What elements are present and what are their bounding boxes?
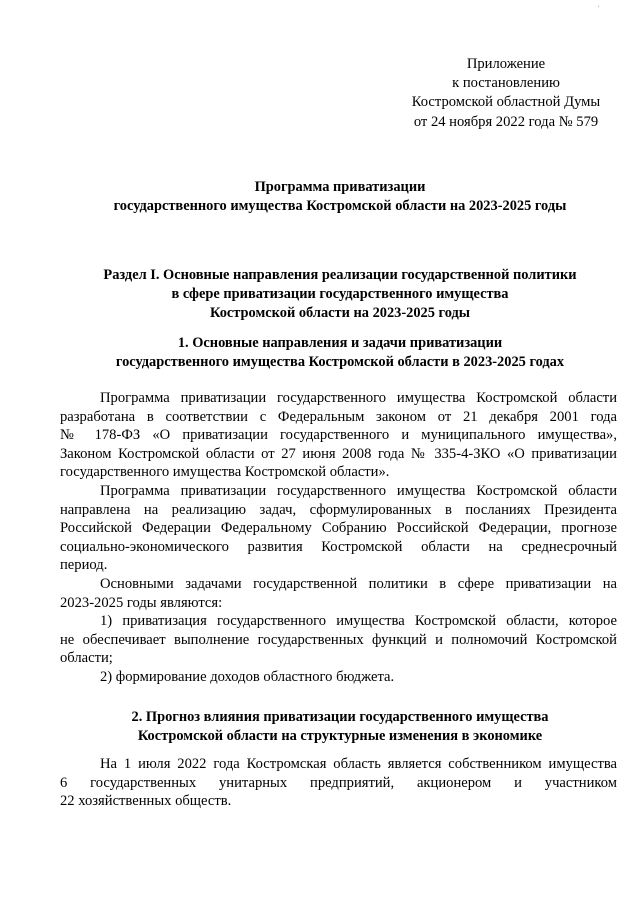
text-line: 2023-2025 годы являются: — [60, 594, 223, 611]
text-line: 6 государственных унитарных предприятий, акционером и участником — [60, 774, 617, 791]
text-line: период. — [60, 557, 108, 574]
subsection-heading-line: Костромской области на структурные изменения в экономике — [137, 728, 543, 744]
body-text-section-2 — [60, 755, 617, 811]
text-line: Программа приватизации государственного имущества Костромской области — [100, 390, 617, 406]
appendix-line: от 24 ноября 2022 года № 579 — [413, 113, 599, 130]
text-line: Законом Костромской области от 27 июня 2008 года № 335-4-ЗКО «О приватизации — [60, 445, 617, 462]
section-heading-line: в сфере приватизации государственного имущества — [171, 286, 509, 302]
text-line: 1) приватизация государственного имущества Костромской области, которое — [100, 613, 617, 630]
paragraph-4 — [60, 612, 617, 668]
corner-mark: ' — [598, 4, 600, 13]
text-line: Программа приватизации государственного имущества Костромской области — [100, 482, 617, 499]
text-line: области; — [60, 650, 113, 667]
subsection-1-heading — [60, 334, 620, 372]
appendix-line: Приложение — [466, 56, 546, 72]
appendix-line: к постановлению — [452, 75, 560, 92]
title-line: государственного имущества Костромской области на 2023-2025 годы — [113, 198, 567, 214]
text-line: государственного имущества Костромской области». — [60, 464, 390, 481]
text-line: Основными задачами государственной политики в сфере приватизации на — [100, 575, 617, 592]
text-line: Российской Федерации Федеральному Собранию Российской Федерации, прогнозе — [60, 520, 617, 537]
text-line: 2) формирование доходов областного бюджета. — [100, 668, 395, 685]
text-line: не обеспечивает выполнение государственных функций и полномочий Костромской — [60, 631, 617, 648]
text-line: № 178-ФЗ «О приватизации государственного и муниципального имущества», — [60, 427, 617, 444]
document-title — [60, 178, 620, 216]
section-heading-line: Костромской области на 2023-2025 годы — [210, 305, 470, 321]
paragraph-6 — [60, 755, 617, 811]
text-line: социально-экономического развития Костромской области на среднесрочный — [60, 538, 617, 555]
section-1-heading — [60, 266, 620, 323]
text-line: 22 хозяйственных обществ. — [60, 793, 232, 810]
body-text-section-1 — [60, 389, 617, 687]
text-line: направлена на реализацию задач, сформулированных в посланиях Президента — [60, 501, 617, 518]
appendix-note — [398, 55, 614, 132]
subsection-heading-line: 1. Основные направления и задачи приватизации — [177, 335, 503, 351]
subsection-heading-line: 2. Прогноз влияния приватизации государственного имущества — [131, 709, 549, 725]
paragraph-5 — [60, 668, 617, 687]
subsection-2-heading — [60, 708, 620, 746]
appendix-line: Костромской областной Думы — [411, 94, 601, 111]
section-heading-line: Раздел I. Основные направления реализации государственной политики — [103, 267, 577, 283]
subsection-heading-line: государственного имущества Костромской области в 2023-2025 годах — [115, 354, 565, 370]
title-line: Программа приватизации — [254, 179, 426, 195]
text-line: разработана в соответствии с Федеральным законом от 21 декабря 2001 года — [60, 408, 617, 425]
text-line: На 1 июля 2022 года Костромская область является собственником имущества — [100, 756, 617, 772]
paragraph-1 — [60, 389, 617, 482]
paragraph-2 — [60, 482, 617, 575]
paragraph-3 — [60, 575, 617, 612]
